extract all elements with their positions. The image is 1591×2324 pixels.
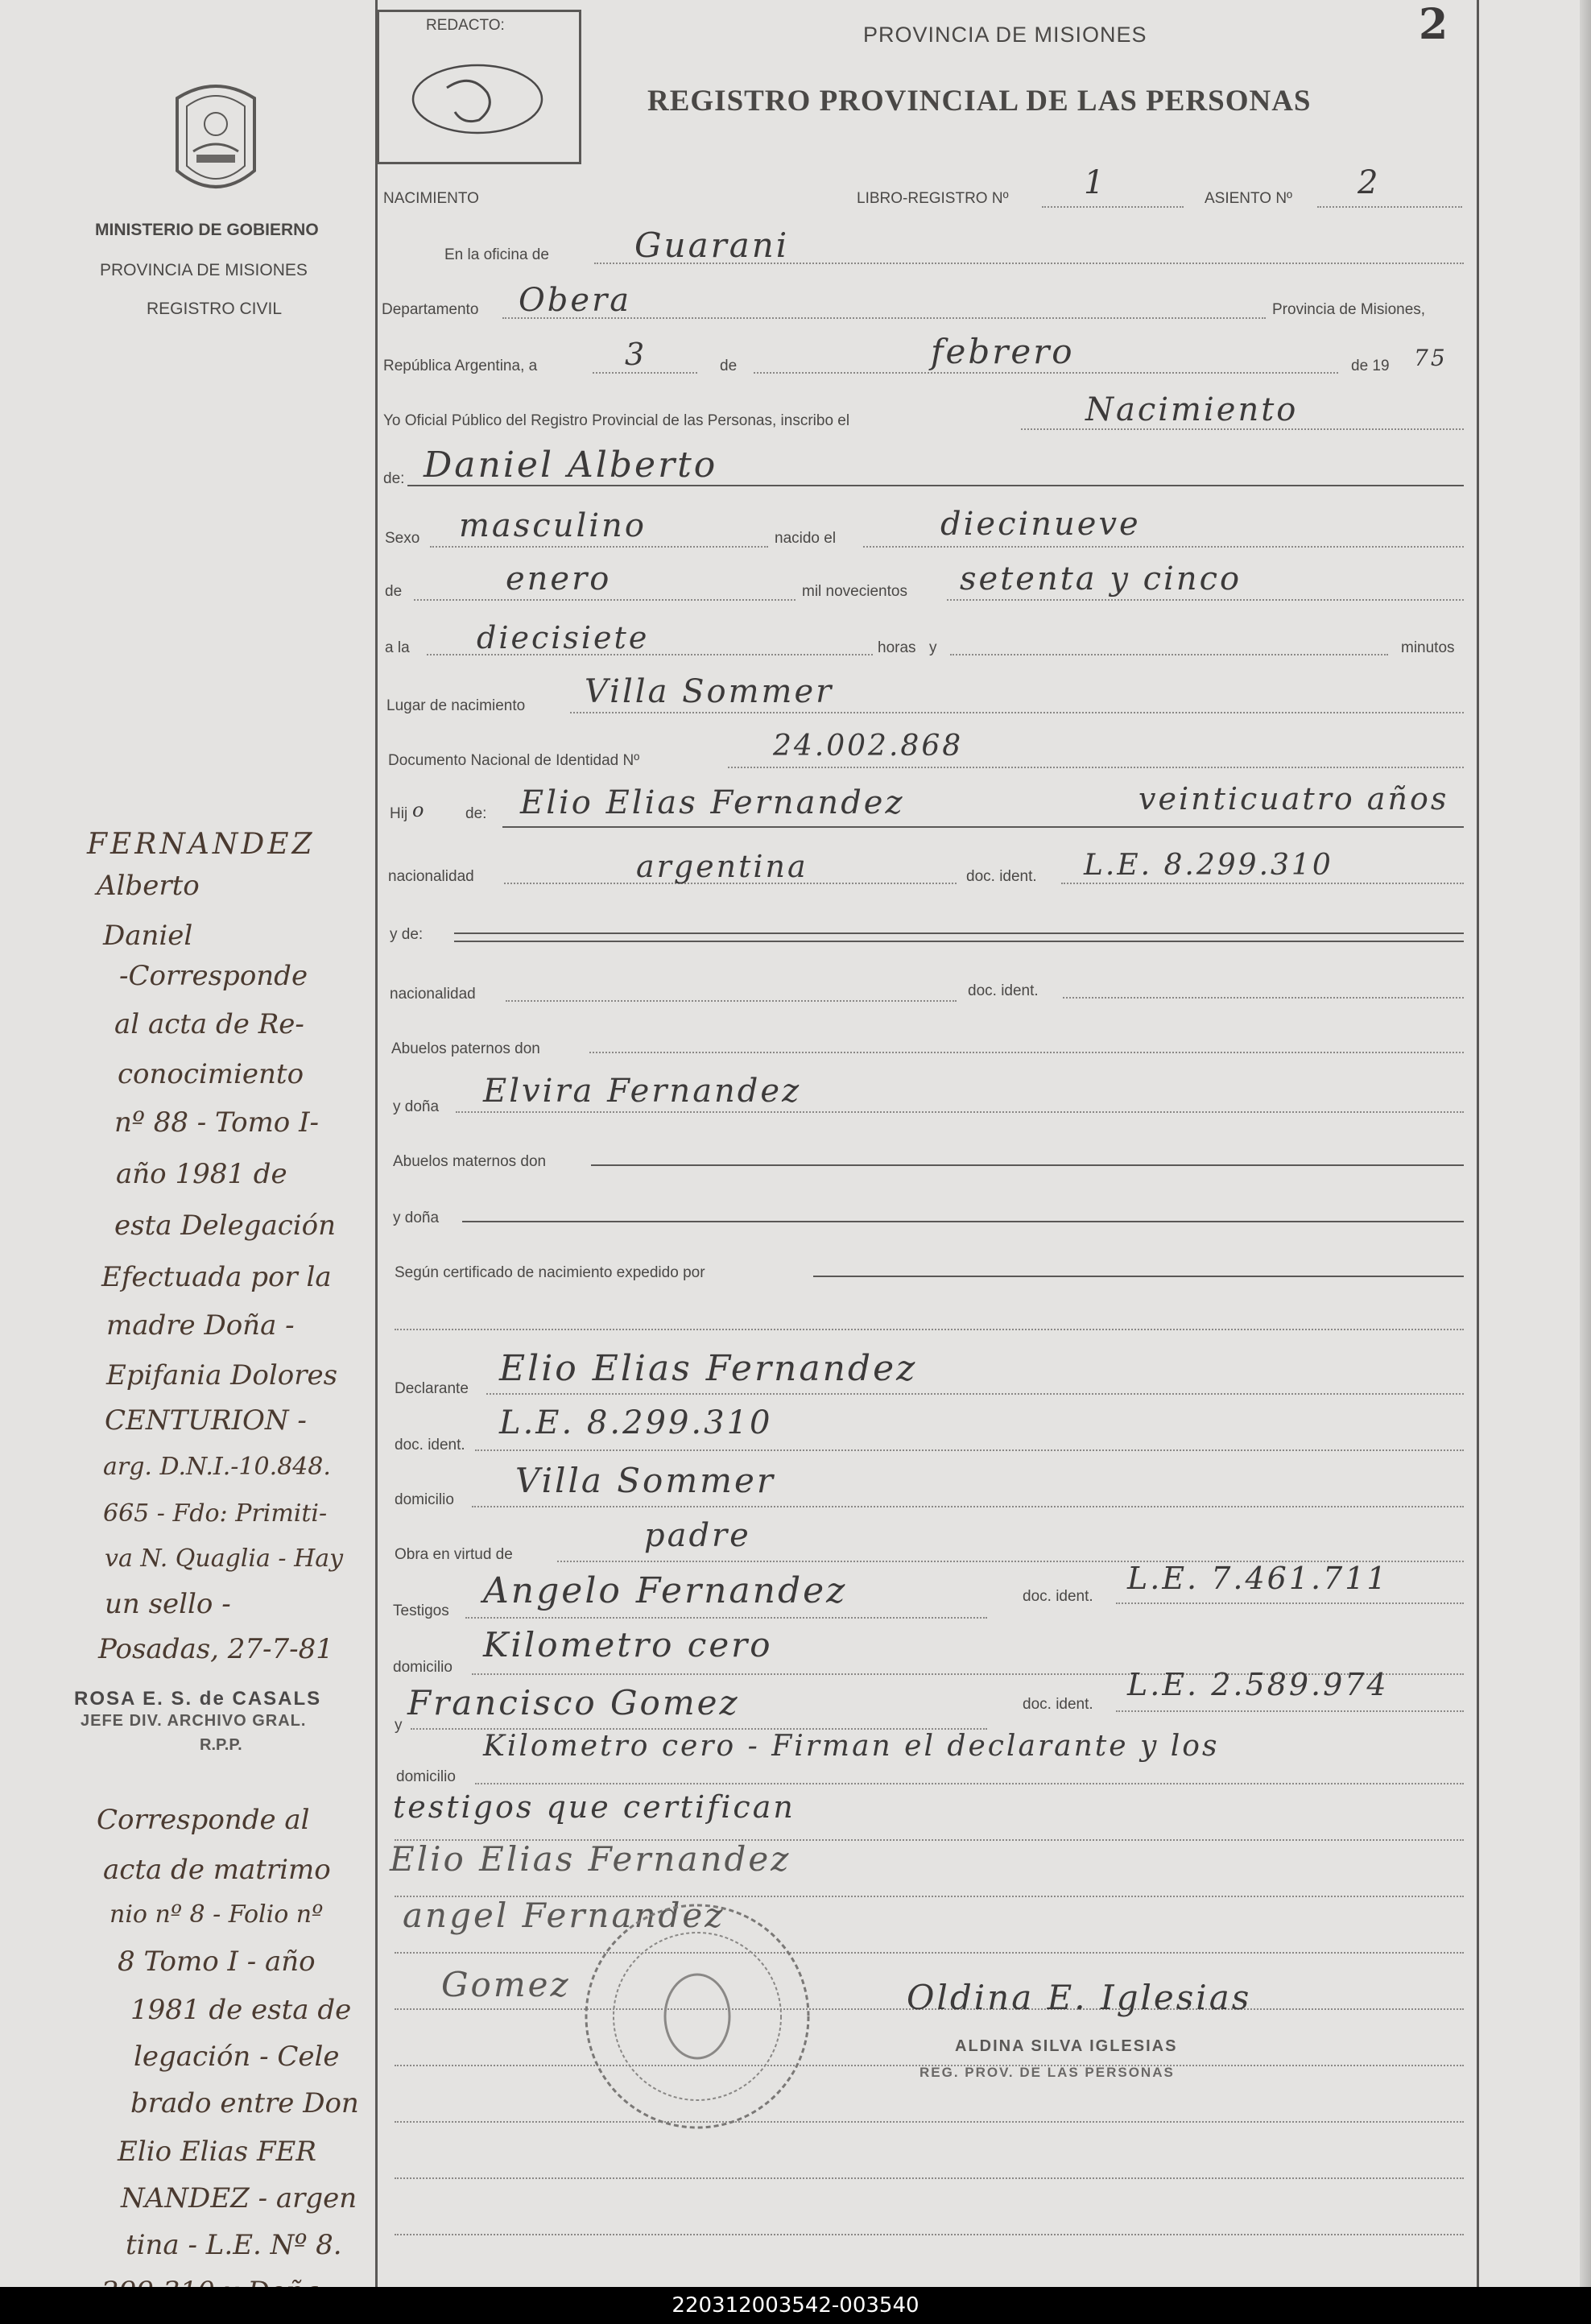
padre-value: Elio Elias Fernandez: [520, 784, 905, 821]
sexo-value: masculino: [459, 507, 647, 544]
oficina-label: En la oficina de: [444, 246, 549, 263]
document-page: MINISTERIO DE GOBIERNO PROVINCIA DE MISIONES REGISTRO CIVIL REDACTO: 2 PROVINCIA DE MISIONES REGISTRO PROVINCIAL DE LAS PERSONAS NACIMIENTO LIBRO-REGISTRO Nº 1 ASIENTO Nº 2 En la oficina de Guarani Departamento Obera Provincia de Misiones, República Argentina, a 3 de febrero de 19 75 Yo Oficial Público del Registro Provincial de las Personas, inscribo el Nacimiento de: Daniel Alberto Sexo masculino nacido el diecinueve de enero mil novecientos setenta y cinco a la diecisiete horas y minutos Lugar de nacimiento Villa Sommer Documento Nacional de Identidad Nº 24.002.868 Hij o de: Elio Elias Fernandez veinticuatro años nacionalidad argentina doc. ident. L.E. 8.299.310 y de: nacionalidad doc. ident. Abuelos paternos don y doña Elvira Fernandez Abuelos maternos don y doña Según certificado de nacimiento expedido por Declarante Elio Elias Fernandez doc. ident. L.E. 8.299.310 domicilio Villa Sommer Obra en virtud de padre Testigos Angelo Fernandez doc. ident. L.E. 7.461.711 domicilio Kilometro cero y Francisco Gomez doc. ident. L.E. 2.589.974 domicilio Kilometro cero - Firman el declarante y los testigos que certifican Elio Elias Fernandez angel Fernandez Gomez Oldina E. Iglesias ALDINA SILVA IGLESIAS REG. PROV. DE LAS PERSONAS FERNANDEZ Alberto Daniel -Corresponde al acta de Re- conocimiento nº 88 - Tomo I- año 1981 de esta Delegación Efectuada por la madre Doña - Epifania Dolores CENTURION - arg. D.N.I.-10.848. 665 - Fdo: Primiti- va N. Quaglia - Hay un sello - Posadas, 27-7-81 ROSA E. S. de CASALS JEFE DIV. ARCHIVO GRAL. R.P.P. Corresponde al acta de matrimo nio nº 8 - Folio nº 8 Tomo I - año 1981 de esta de legación - Cele brado entre Don Elio Elias FER NANDEZ - argen tina - L.E. Nº 8.: [0, 0, 1591, 2287]
lugar-value: Villa Sommer: [585, 673, 834, 710]
form-left-border: [375, 0, 378, 2287]
oficina-value: Guarani: [634, 225, 790, 265]
hijo-suffix: o: [412, 799, 427, 821]
anio2-value: setenta y cinco: [960, 560, 1242, 598]
hijo-de-label: de:: [465, 805, 487, 822]
provincia-label: Provincia de Misiones,: [1272, 301, 1426, 318]
signature-declarante: Elio Elias Fernandez: [390, 1839, 791, 1879]
official-seal-stamp: [576, 1896, 818, 2137]
abuelos-pat-label: Abuelos paternos don: [391, 1040, 540, 1057]
ydona2-label: y doña: [393, 1210, 440, 1226]
domicilio3-label: domicilio: [396, 1768, 456, 1785]
libro-label: LIBRO-REGISTRO Nº: [857, 190, 1009, 207]
margin-stamp-name: ROSA E. S. de CASALS: [74, 1688, 322, 1710]
abuelos-mat-label: Abuelos maternos don: [393, 1153, 547, 1170]
page-number: 2: [1419, 0, 1451, 49]
inscribo-value: Nacimiento: [1085, 391, 1299, 428]
official-signature: Oldina E. Iglesias: [907, 1978, 1252, 2017]
nacido-value: diecinueve: [940, 506, 1141, 543]
redacto-initial-mark: [399, 48, 560, 144]
horas-label: horas: [878, 639, 916, 656]
hora-value: diecisiete: [477, 620, 650, 655]
test2-doc-value: L.E. 2.589.974: [1127, 1667, 1389, 1702]
dni-label: Documento Nacional de Identidad Nº: [388, 752, 640, 769]
mes2-value: enero: [506, 560, 612, 598]
dni-value: 24.002.868: [773, 730, 964, 763]
de2-label: de: [385, 583, 403, 600]
doc-ident2-label: doc. ident.: [968, 982, 1039, 999]
nacionalidad2-label: nacionalidad: [390, 986, 476, 1003]
registry-label: REGISTRO CIVIL: [147, 300, 283, 318]
decl-doc-label: doc. ident.: [395, 1437, 465, 1454]
ala-label: a la: [385, 639, 410, 656]
domicilio2-value: Kilometro cero: [483, 1625, 773, 1664]
declarante-label: Declarante: [395, 1380, 469, 1397]
test2-doc-label: doc. ident.: [1023, 1696, 1093, 1713]
footer-caption: 220312003542-003540: [0, 2287, 1591, 2324]
declarante-value: Elio Elias Fernandez: [499, 1348, 918, 1389]
testigo2-value: Francisco Gomez: [407, 1683, 740, 1722]
anio-label: de 19: [1351, 358, 1390, 374]
departamento-label: Departamento: [382, 301, 479, 318]
domicilio2-label: domicilio: [393, 1659, 453, 1676]
testigo1-value: Angelo Fernandez: [483, 1570, 848, 1611]
anio-value: 75: [1414, 345, 1448, 371]
oficial-label: Yo Oficial Público del Registro Provincial de las Personas, inscribo el: [383, 412, 850, 429]
domicilio-value: Villa Sommer: [515, 1461, 775, 1500]
hijo-label: Hij: [390, 805, 408, 822]
mes-value: febrero: [931, 332, 1075, 371]
test1-doc-value: L.E. 7.461.711: [1127, 1561, 1389, 1596]
doc-ident-label: doc. ident.: [966, 868, 1037, 885]
asiento-label: ASIENTO Nº: [1205, 190, 1292, 207]
de-label: de: [720, 358, 738, 374]
coat-of-arms-seal: [161, 74, 271, 203]
redacto-label: REDACTO:: [426, 17, 505, 34]
continuation-value: testigos que certifican: [393, 1789, 796, 1825]
nacionalidad-label: nacionalidad: [388, 868, 474, 885]
domicilio3-value: Kilometro cero - Firman el declarante y los: [483, 1730, 1220, 1763]
margin-stamp-title: JEFE DIV. ARCHIVO GRAL.: [81, 1712, 307, 1730]
margin-stamp-office: R.P.P.: [200, 1736, 242, 1754]
lugar-label: Lugar de nacimiento: [386, 697, 526, 714]
y-label: y: [929, 639, 937, 656]
dia-value: 3: [625, 337, 647, 372]
departamento-value: Obera: [519, 282, 632, 319]
test1-doc-label: doc. ident.: [1023, 1588, 1093, 1605]
nacido-label: nacido el: [775, 530, 837, 547]
certificado-label: Según certificado de nacimiento expedido por: [395, 1264, 705, 1281]
sexo-label: Sexo: [385, 530, 420, 547]
domicilio-label: domicilio: [395, 1491, 454, 1508]
page-edge: [1580, 0, 1591, 2287]
y2-label: y: [395, 1717, 403, 1734]
yde-label: y de:: [390, 926, 424, 943]
obra-label: Obra en virtud de: [395, 1546, 513, 1563]
testigos-label: Testigos: [393, 1602, 449, 1619]
decl-doc-value: L.E. 8.299.310: [499, 1404, 773, 1441]
mil-label: mil novecientos: [802, 583, 907, 600]
redacto-box: [377, 10, 581, 164]
de-nombre-label: de:: [383, 470, 405, 487]
province-label: PROVINCIA DE MISIONES: [100, 261, 308, 279]
form-right-border: [1477, 0, 1479, 2287]
padre-doc: L.E. 8.299.310: [1084, 849, 1333, 882]
minutos-label: minutos: [1401, 639, 1455, 656]
ministry-label: MINISTERIO DE GOBIERNO: [95, 221, 319, 239]
abuela-pat-value: Elvira Fernandez: [483, 1073, 802, 1110]
asiento-value: 2: [1358, 164, 1381, 201]
official-stamp-office: REG. PROV. DE LAS PERSONAS: [919, 2065, 1175, 2080]
obra-value: padre: [644, 1517, 751, 1554]
header-title: REGISTRO PROVINCIAL DE LAS PERSONAS: [647, 85, 1312, 118]
official-stamp-name: ALDINA SILVA IGLESIAS: [955, 2037, 1178, 2055]
nombre-value: Daniel Alberto: [424, 445, 718, 486]
signature-testigo2: Gomez: [441, 1965, 571, 2004]
republica-label: República Argentina, a: [383, 358, 538, 374]
signature-testigo1: angel Fernandez: [403, 1896, 725, 1935]
ydona-label: y doña: [393, 1098, 440, 1115]
nacimiento-label: NACIMIENTO: [383, 190, 479, 207]
nacionalidad-value: argentina: [636, 849, 808, 884]
padre-edad: veinticuatro años: [1138, 781, 1449, 817]
libro-value: 1: [1084, 164, 1107, 201]
header-province: PROVINCIA DE MISIONES: [863, 23, 1147, 47]
